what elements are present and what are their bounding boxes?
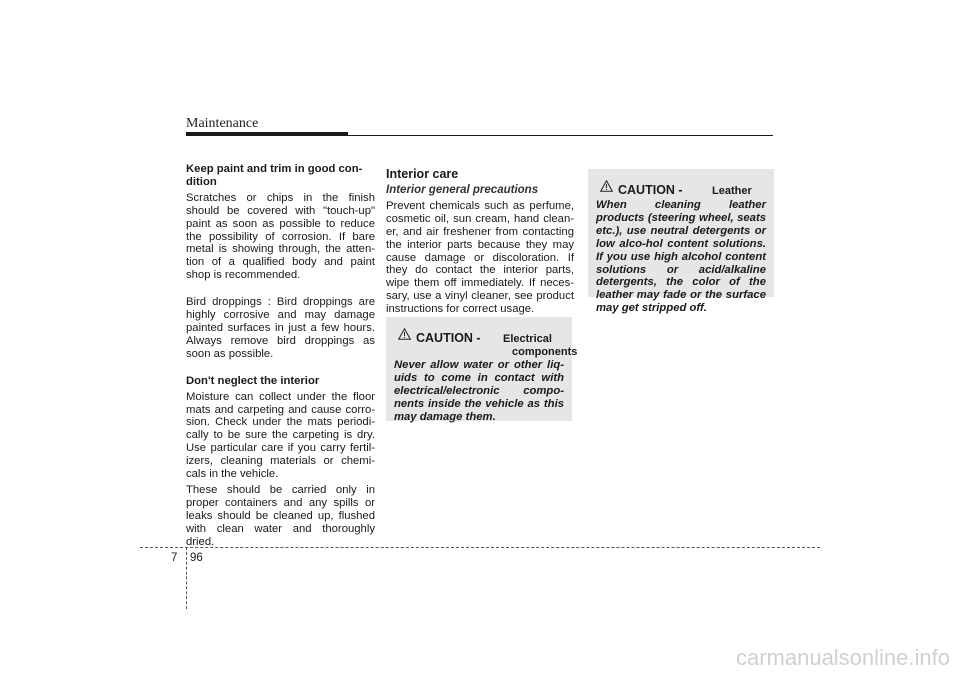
caution-body: Never allow water or other liq-uids to come in contact with electrical/electronic compo-nents inside the vehicle as this may damage them. [394,359,564,423]
column-left [186,163,375,548]
caution-subject-line1: Electrical [503,333,552,345]
paragraph-chemicals: Prevent chemicals such as perfume, cosmetic oil, sun cream, hand clean-er, and air freshener from contacting the interior parts because they may cause damage or discoloration. If they do contact the interior parts, wipe them off immediately. If neces-sary, use a vinyl cleaner, see product instructions for correct usage. [386,199,574,316]
subheading-precautions: Interior general precautions [386,184,539,196]
paragraph-moisture: Moisture can collect under the floor mats and carpeting and cause corro-sion. Check under the mats periodi-cally to be sure the carpeting is dry. Use particular care if you carry fertil-izers, cleaning materials or chemi-cals in the vehicle. [186,390,375,481]
header-rule-thin [348,135,773,136]
caution-subject: Leather [712,185,752,197]
heading-interior-care: Interior care [386,167,459,181]
section-title: Maintenance [186,116,259,131]
caution-box-electrical [386,317,578,423]
caution-box-leather [588,169,774,315]
column-middle [386,167,574,316]
heading-interior: Don't neglect the interior [186,374,320,387]
header-rule-thick [186,132,348,136]
paragraph-scratches: Scratches or chips in the finish should be covered with "touch-up" paint as soon as possible to reduce the possibility of corrosion. If bare metal is showing through, the atten-tion of a qualified body and paint shop is recommended. [186,191,375,282]
caution-header [596,177,766,199]
footer-vertical-divider [186,547,187,609]
warning-triangle-icon [600,180,613,192]
warning-triangle-icon [398,328,411,340]
chapter-number: 7 [171,552,178,564]
paragraph-bird-droppings: Bird droppings : Bird droppings are highly corrosive and may damage painted surfaces in just a few hours. Always remove bird droppings as soon as possible. [186,296,375,360]
heading-paint: Keep paint and trim in good con-dition [186,163,363,188]
page-number: 96 [190,552,203,564]
caution-word: CAUTION - [618,183,683,197]
footer-divider [140,547,820,548]
paragraph-containers: These should be carried only in proper containers and any spills or leaks should be cleaned up, flushed with clean water and thoroughly dried. [186,483,375,548]
caution-body: When cleaning leather products (steering wheel, seats etc.), use neutral detergents or low alco-hol content solutions. If you use high alcohol content solutions or acid/alkaline detergents, the color of the leather may fade or the surface may get stripped off. [596,199,766,315]
caution-word: CAUTION - [416,331,481,345]
caution-subject-line2: components [512,346,578,358]
watermark: carmanualsonline.info [735,645,950,670]
caution-header [394,325,578,359]
